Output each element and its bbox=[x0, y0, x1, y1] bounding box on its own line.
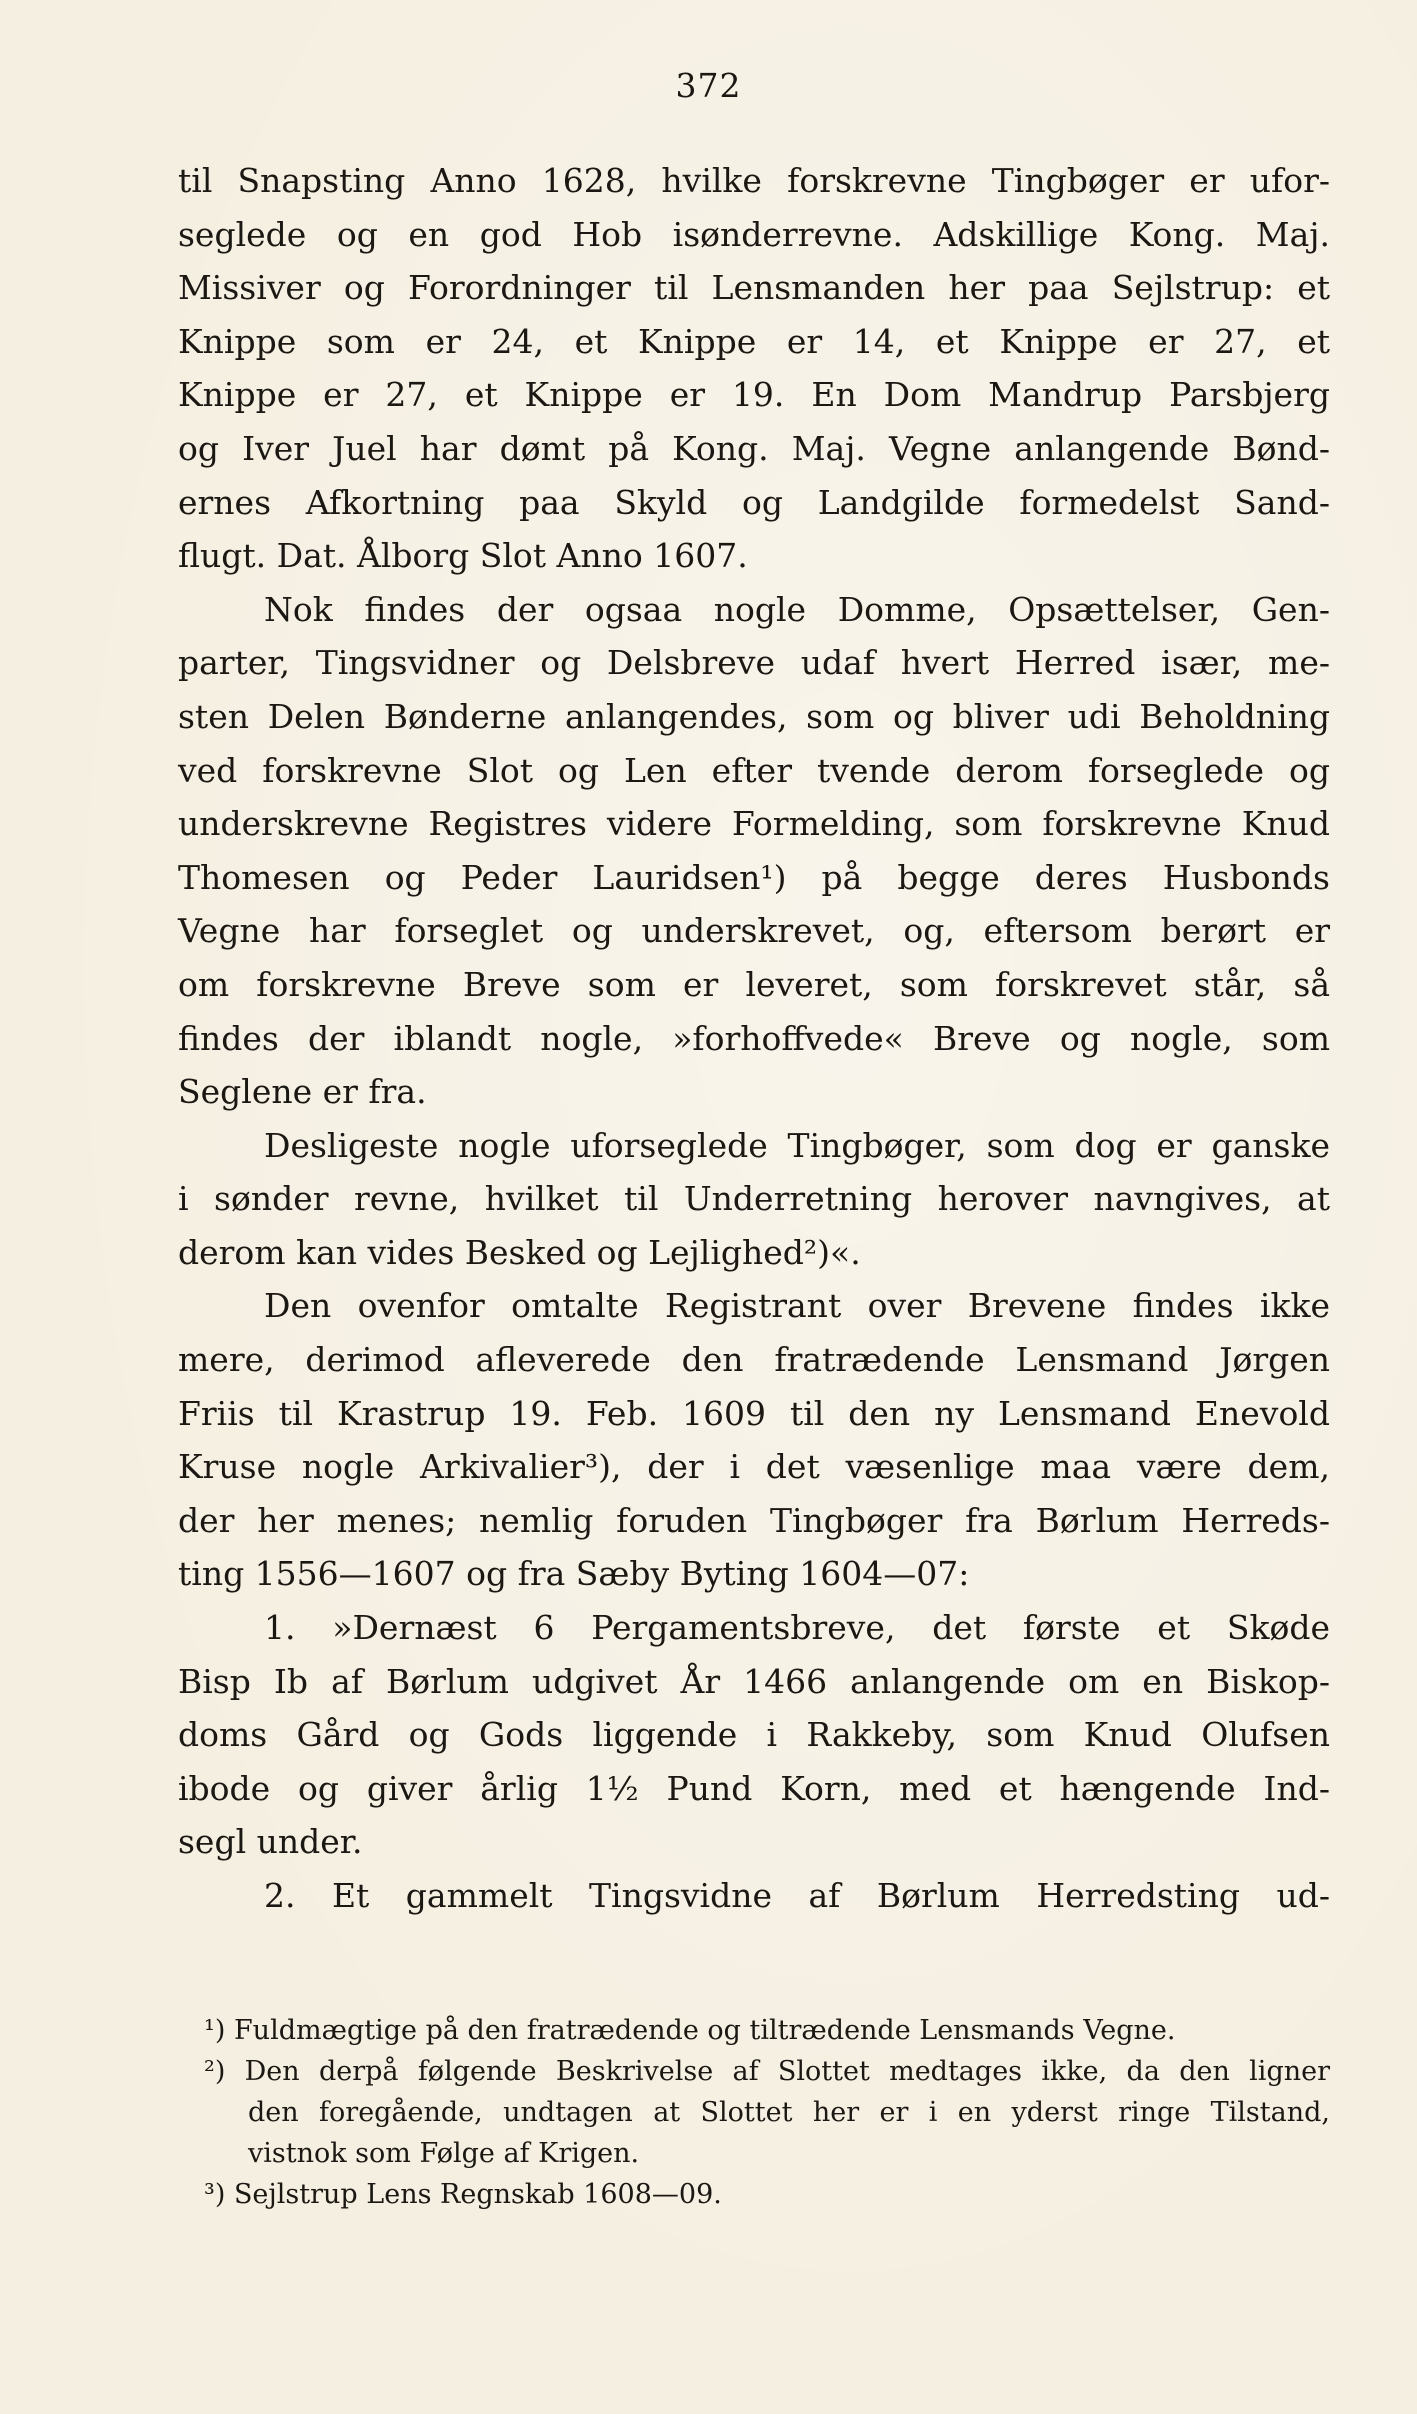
text-line: Knippe er 27, et Knippe er 19. En Dom Mandrup Parsbjerg bbox=[178, 375, 1330, 415]
text-line: Den ovenfor omtalte Registrant over Brevene findes ikke bbox=[264, 1286, 1330, 1326]
text-line: Seglene er fra. bbox=[178, 1072, 427, 1112]
text-line: Desligeste nogle uforseglede Tingbøger, som dog er ganske bbox=[264, 1125, 1330, 1165]
text-line: flugt. Dat. Ålborg Slot Anno 1607. bbox=[178, 536, 748, 576]
footnote-line: ²) Den derpå følgende Beskrivelse af Slottet medtages ikke, da den ligner bbox=[204, 2056, 1330, 2087]
footnote-line: den foregående, undtagen at Slottet her er i en yderst ringe Tilstand, bbox=[248, 2097, 1330, 2128]
text-line: Friis til Krastrup 19. Feb. 1609 til den ny Lensmand Enevold bbox=[178, 1393, 1330, 1433]
text-line: der her menes; nemlig foruden Tingbøger fra Børlum Herreds- bbox=[178, 1500, 1330, 1540]
page-number: 372 bbox=[675, 66, 742, 105]
text-line: 1. »Dernæst 6 Pergamentsbreve, det første et Skøde bbox=[264, 1608, 1330, 1648]
text-line: Bisp Ib af Børlum udgivet År 1466 anlangende om en Biskop- bbox=[178, 1661, 1330, 1701]
text-line: i sønder revne, hvilket til Underretning herover navngives, at bbox=[178, 1179, 1330, 1219]
text-line: om forskrevne Breve som er leveret, som forskrevet står, så bbox=[178, 964, 1330, 1004]
text-line: derom kan vides Besked og Lejlighed²)«. bbox=[178, 1232, 861, 1272]
text-line: ved forskrevne Slot og Len efter tvende derom forseglede og bbox=[178, 750, 1330, 790]
text-line: mere, derimod afleverede den fratrædende Lensmand Jørgen bbox=[178, 1340, 1330, 1380]
text-line: Thomesen og Peder Lauridsen¹) på begge deres Husbonds bbox=[178, 857, 1330, 897]
text-line: Vegne har forseglet og underskrevet, og, eftersom berørt er bbox=[178, 911, 1330, 951]
footnote-line: vistnok som Følge af Krigen. bbox=[248, 2138, 640, 2169]
footnote-line: ¹) Fuldmægtige på den fratrædende og tiltrædende Lensmands Vegne. bbox=[204, 2015, 1176, 2046]
text-line: seglede og en god Hob isønderrevne. Adskillige Kong. Maj. bbox=[178, 214, 1330, 254]
footnote-line: ³) Sejlstrup Lens Regnskab 1608—09. bbox=[204, 2179, 722, 2210]
text-line: ernes Afkortning paa Skyld og Landgilde formedelst Sand- bbox=[178, 482, 1330, 522]
text-line: Kruse nogle Arkivalier³), der i det væsenlige maa være dem, bbox=[178, 1447, 1330, 1487]
text-line: Knippe som er 24, et Knippe er 14, et Knippe er 27, et bbox=[178, 321, 1330, 361]
text-line: segl under. bbox=[178, 1822, 363, 1862]
text-line: underskrevne Registres videre Formelding, som forskrevne Knud bbox=[178, 804, 1330, 844]
text-line: til Snapsting Anno 1628, hvilke forskrevne Tingbøger er ufor- bbox=[178, 161, 1330, 200]
text-line: findes der iblandt nogle, »forhoffvede« Breve og nogle, som bbox=[178, 1018, 1330, 1058]
text-line: Missiver og Forordninger til Lensmanden her paa Sejlstrup: et bbox=[178, 268, 1330, 308]
text-line: 2. Et gammelt Tingsvidne af Børlum Herredsting ud- bbox=[264, 1876, 1330, 1915]
body-text bbox=[178, 154, 1330, 1923]
footnotes bbox=[178, 2010, 1330, 2215]
text-line: sten Delen Bønderne anlangendes, som og bliver udi Beholdning bbox=[178, 696, 1330, 736]
text-line: ting 1556—1607 og fra Sæby Byting 1604—07: bbox=[178, 1554, 970, 1594]
text-line: ibode og giver årlig 1½ Pund Korn, med et hængende Ind- bbox=[178, 1768, 1330, 1808]
text-line: doms Gård og Gods liggende i Rakkeby, som Knud Olufsen bbox=[178, 1715, 1330, 1755]
text-line: Nok findes der ogsaa nogle Domme, Opsættelser, Gen- bbox=[264, 589, 1330, 629]
text-line: og Iver Juel har dømt på Kong. Maj. Vegne anlangende Bønd- bbox=[178, 428, 1330, 468]
text-line: parter, Tingsvidner og Delsbreve udaf hvert Herred især, me- bbox=[178, 643, 1330, 683]
